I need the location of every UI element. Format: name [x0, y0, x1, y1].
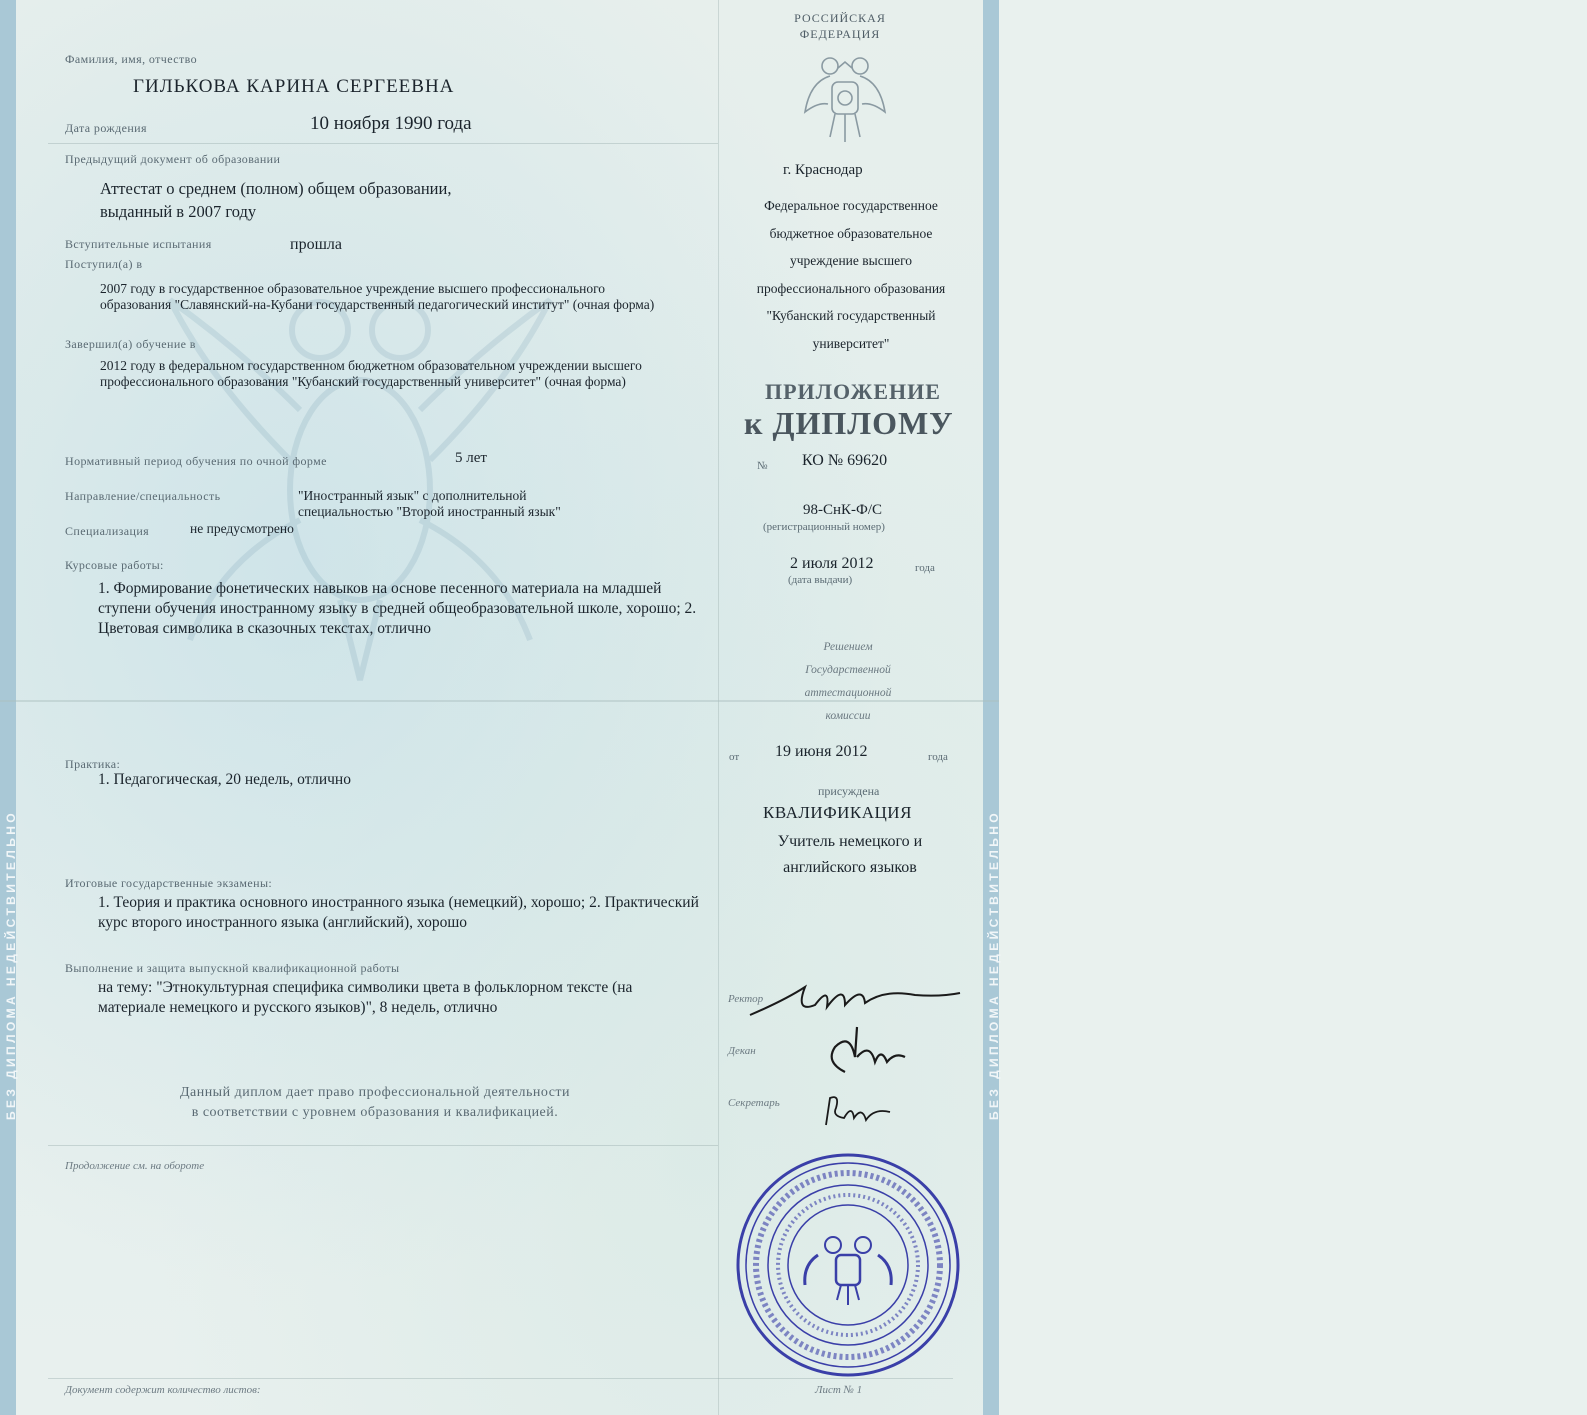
completed-text: 2012 году в федеральном государственном бюджетном образовательном учреждении высшего профессионального образования "Кубанский государственный университет" (очная форма): [100, 358, 642, 389]
thesis-text: на тему: "Этнокультурная специфика символики цвета в фольклорном тексте (на материале немецкого и русского языков)", 8 недель, отлично: [98, 979, 633, 1016]
label-full-name: Фамилия, имя, отчество: [65, 52, 197, 66]
commission-line-3: аттестационной: [804, 687, 892, 699]
dean-signature-icon: [815, 1022, 915, 1087]
heading-to-diploma: к ДИПЛОМУ: [744, 405, 954, 441]
left-edge-text: БЕЗ ДИПЛОМА НЕДЕЙСТВИТЕЛЬНО: [4, 809, 18, 1120]
city: г. Краснодар: [783, 162, 863, 178]
specialization-value: не предусмотрено: [190, 521, 294, 536]
label-enrolled: Поступил(а) в: [65, 257, 143, 271]
label-final-exams: Итоговые государственные экзамены:: [65, 876, 273, 890]
divider-line: [48, 1145, 718, 1146]
institution-line-1: Федеральное государственное: [764, 198, 938, 213]
column-divider: [718, 0, 719, 1415]
qualification-line-1: Учитель немецкого и: [777, 833, 923, 850]
label-coursework: Курсовые работы:: [65, 558, 164, 572]
issue-date: 2 июля 2012: [790, 555, 874, 572]
prev-doc-line-2: выданный в 2007 году: [100, 202, 257, 221]
institution-line-6: университет": [812, 335, 890, 351]
label-practice: Практика:: [65, 757, 121, 771]
reg-number: 98-СнК-Ф/С: [803, 502, 883, 518]
qualification-title: КВАЛИФИКАЦИЯ: [763, 803, 912, 822]
right-edge-text: БЕЗ ДИПЛОМА НЕДЕЙСТВИТЕЛЬНО: [987, 809, 1001, 1120]
decision-date: 19 июня 2012: [775, 743, 868, 760]
secretary-label: Секретарь: [728, 1097, 780, 1109]
birth-date: 10 ноября 1990 года: [310, 113, 472, 134]
doc-number: КО № 69620: [802, 452, 888, 469]
reg-number-label: (регистрационный номер): [763, 521, 885, 533]
qualification-line-2: английского языков: [783, 859, 917, 876]
rights-statement: [65, 1083, 685, 1123]
entrance-value: прошла: [290, 236, 342, 253]
coursework-text: 1. Формирование фонетических навыков на основе песенного материала на младшей ступени обучения иностранному языку в средней общеобразовательной школе, хорошо; 2. Цветовая символика в сказочных текстах, отлично: [98, 580, 697, 637]
label-birth-date: Дата рождения: [65, 121, 147, 135]
commission-decision: [748, 636, 948, 728]
label-period: Нормативный период обучения по очной форме: [65, 454, 327, 468]
official-seal-icon: [733, 1150, 963, 1380]
label-thesis: Выполнение и защита выпускной квалификационной работы: [65, 961, 400, 975]
label-entrance: Вступительные испытания: [65, 237, 212, 251]
student-name: ГИЛЬКОВА КАРИНА СЕРГЕЕВНА: [133, 76, 455, 97]
prev-doc-line-1: Аттестат о среднем (полном) общем образовании,: [100, 179, 452, 198]
commission-line-4: комиссии: [825, 710, 871, 722]
doc-number-prefix: №: [757, 460, 768, 472]
institution-line-3: учреждение высшего: [789, 253, 913, 268]
right-edge-strip: [983, 0, 999, 1415]
sheets-count-label: Документ содержит количество листов:: [65, 1384, 261, 1396]
direction-line-1: "Иностранный язык" с дополнительной: [298, 488, 527, 503]
final-exams-text: 1. Теория и практика основного иностранного языка (немецкий), хорошо; 2. Практический курс второго иностранного языка (английский), хорошо: [98, 894, 699, 931]
country-title: [780, 10, 900, 42]
decision-suffix: года: [928, 751, 948, 763]
label-specialization: Специализация: [65, 524, 150, 538]
commission-line-1: Решением: [823, 641, 873, 653]
label-direction: Направление/специальность: [65, 489, 221, 503]
awarded-label: присуждена: [818, 784, 880, 798]
institution-name: [722, 192, 980, 357]
sheet-number: Лист № 1: [815, 1384, 863, 1396]
coat-of-arms-icon: [800, 52, 890, 147]
period-value: 5 лет: [455, 450, 487, 466]
rector-label: Ректор: [728, 993, 764, 1005]
decision-prefix: от: [729, 751, 740, 763]
continuation-note: Продолжение см. на обороте: [65, 1160, 205, 1172]
prev-doc-value: [100, 177, 660, 223]
divider-line: [48, 143, 718, 144]
rights-line-2: в соответствии с уровнем образования и квалификацией.: [191, 1105, 559, 1120]
heading-appendix: ПРИЛОЖЕНИЕ: [765, 379, 941, 404]
direction-line-2: специальностью "Второй иностранный язык": [298, 504, 561, 519]
secretary-signature-icon: [818, 1090, 898, 1130]
practice-text: 1. Педагогическая, 20 недель, отлично: [98, 771, 351, 788]
country-line-1: РОССИЙСКАЯ: [794, 11, 886, 25]
issue-date-label: (дата выдачи): [788, 574, 853, 586]
country-line-2: ФЕДЕРАЦИЯ: [799, 27, 881, 41]
rights-line-1: Данный диплом дает право профессиональной деятельности: [179, 1085, 571, 1100]
institution-line-5: "Кубанский государственный: [766, 308, 936, 323]
label-completed: Завершил(а) обучение в: [65, 337, 196, 351]
left-edge-strip: [0, 0, 16, 1415]
issue-date-suffix: года: [915, 562, 935, 574]
rector-signature-icon: [745, 975, 965, 1025]
institution-line-2: бюджетное образовательное: [769, 225, 933, 241]
qualification-value: [735, 829, 965, 881]
dean-label: Декан: [728, 1045, 756, 1057]
institution-line-4: профессионального образования: [756, 280, 946, 296]
label-prev-doc: Предыдущий документ об образовании: [65, 152, 281, 166]
direction-value: [298, 488, 718, 520]
enrolled-text: 2007 году в государственное образовательное учреждение высшего профессионального образования "Славянский-на-Кубани государственный педагогический институт" (очная форма): [100, 281, 655, 312]
commission-line-2: Государственной: [805, 664, 891, 676]
